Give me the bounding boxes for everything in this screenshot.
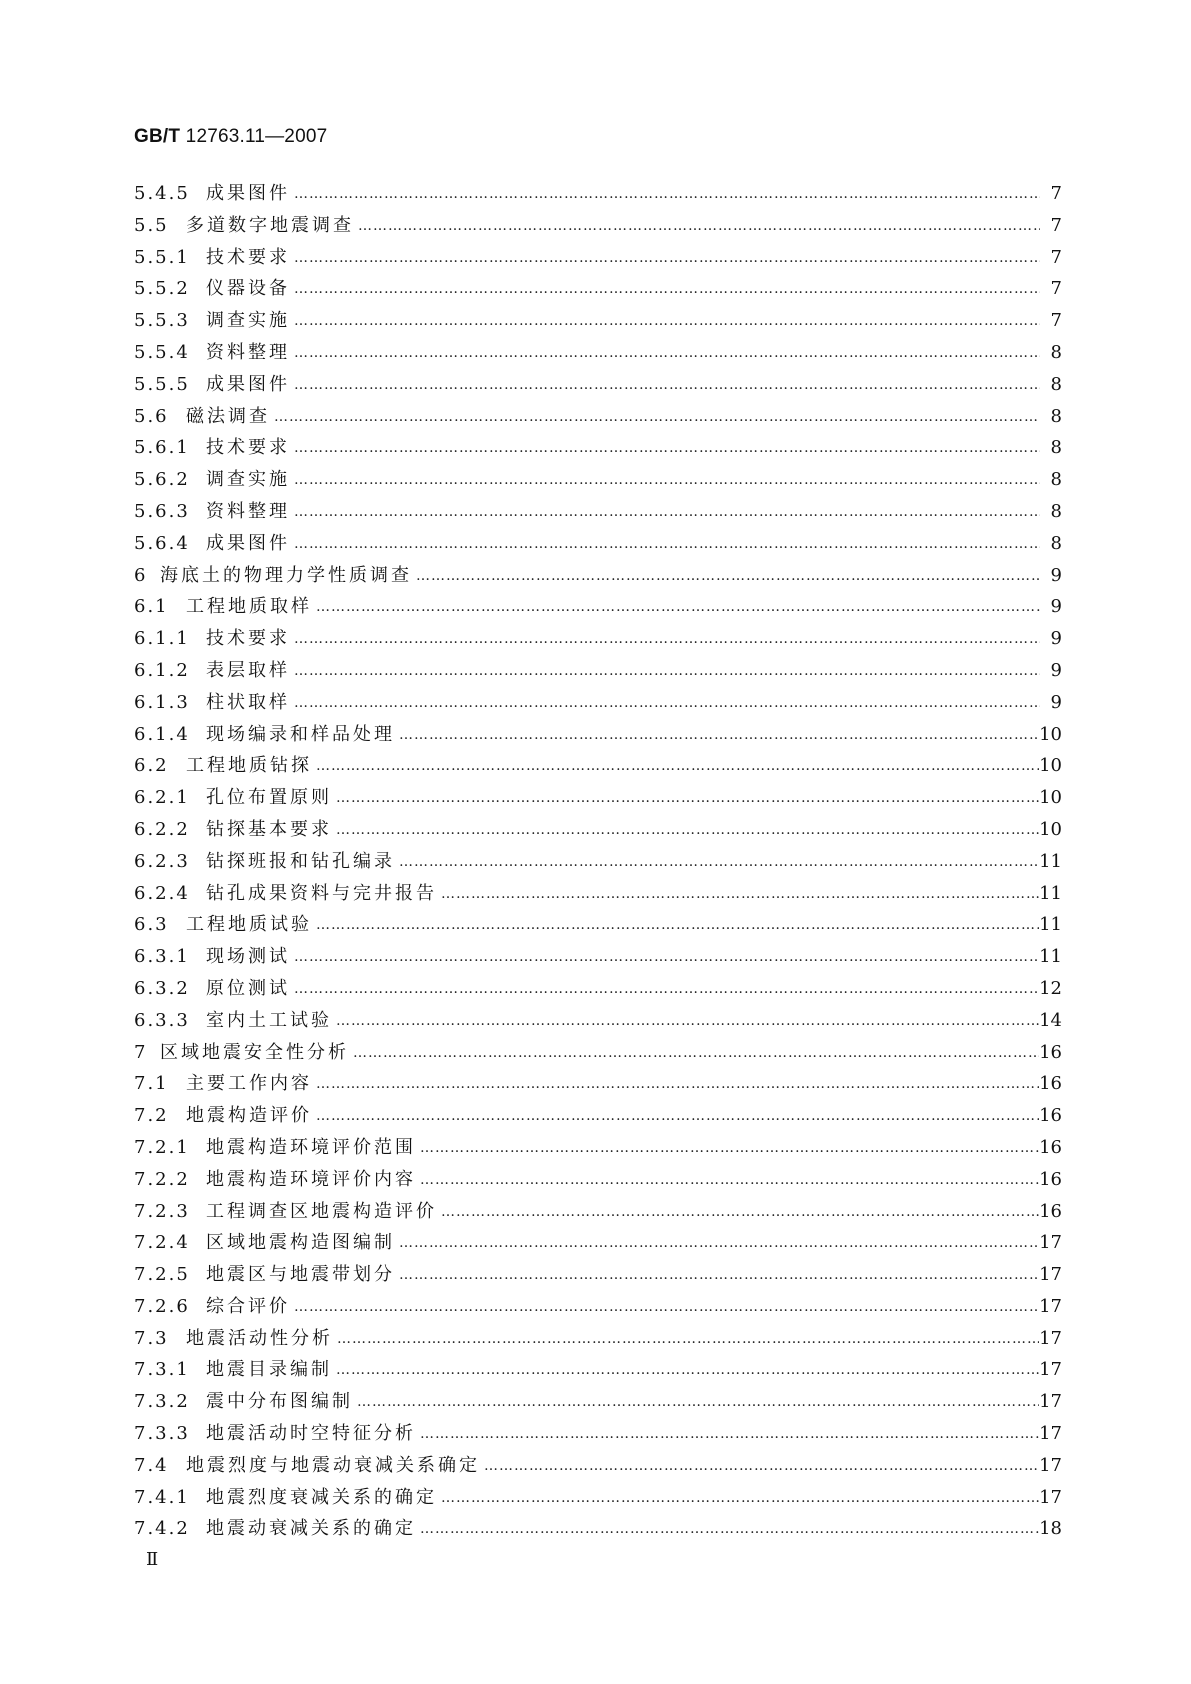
- toc-entry-page: 7: [1050, 183, 1062, 204]
- toc-entry-page: 11: [1039, 914, 1062, 936]
- toc-leader-dots: [312, 753, 1039, 779]
- toc-entry-number: 7.3: [134, 1327, 169, 1349]
- toc-entry-title: 资料整理: [206, 500, 290, 522]
- toc-entry-number: 7: [134, 1041, 148, 1063]
- toc-entry[interactable]: [134, 690, 1062, 722]
- toc-entry[interactable]: [134, 1008, 1062, 1040]
- toc-entry-number: 6.1.4: [134, 723, 190, 745]
- toc-leader-dots: [312, 594, 1040, 620]
- toc-entry-page: 10: [1039, 818, 1062, 840]
- toc-entry-title: 区域地震构造图编制: [206, 1232, 395, 1254]
- toc-entry-title: 成果图件: [206, 183, 290, 204]
- toc-entry-page: 10: [1039, 787, 1062, 809]
- toc-entry-title: 地震活动时空特征分析: [206, 1423, 416, 1445]
- toc-entry-number: 7.3.2: [134, 1391, 190, 1413]
- toc-entry-page: 16: [1039, 1105, 1062, 1127]
- toc-entry-number: 6.3.2: [134, 977, 190, 999]
- toc-leader-dots: [290, 944, 1039, 970]
- toc-entry-page: 17: [1039, 1391, 1062, 1413]
- toc-entry-page: 11: [1039, 882, 1062, 904]
- toc-entry-number: 7.2.3: [134, 1200, 190, 1222]
- toc-entry[interactable]: [134, 849, 1062, 881]
- toc-entry[interactable]: [134, 1262, 1062, 1294]
- toc-entry-number: 7.2.1: [134, 1136, 190, 1158]
- toc-entry-title: 地震烈度与地震动衰减关系确定: [186, 1454, 480, 1476]
- toc-entry-title: 地震构造评价: [186, 1105, 312, 1127]
- standard-code: 12763.11—2007: [185, 126, 328, 147]
- toc-entry-title: 震中分布图编制: [206, 1391, 353, 1413]
- toc-leader-dots: [290, 626, 1040, 652]
- toc-leader-dots: [395, 1262, 1039, 1288]
- toc-entry-page: 16: [1039, 1200, 1062, 1222]
- toc-leader-dots: [290, 976, 1039, 1002]
- toc-entry[interactable]: [134, 1135, 1062, 1167]
- toc-entry-title: 钻孔成果资料与完井报告: [206, 882, 437, 904]
- toc-entry-number: 6.2.3: [134, 850, 190, 872]
- toc-entry[interactable]: [134, 1103, 1062, 1135]
- toc-entry[interactable]: [134, 308, 1062, 340]
- toc-entry-title: 成果图件: [206, 532, 290, 554]
- toc-entry-number: 6.2.4: [134, 882, 190, 904]
- toc-entry[interactable]: [134, 594, 1062, 626]
- toc-entry-title: 地震活动性分析: [186, 1327, 333, 1349]
- toc-entry-page: 8: [1050, 373, 1062, 395]
- toc-entry[interactable]: [134, 626, 1062, 658]
- toc-entry[interactable]: [134, 1071, 1062, 1103]
- toc-entry-number: 6.2.2: [134, 818, 190, 840]
- toc-leader-dots: [312, 1071, 1039, 1097]
- toc-entry[interactable]: [134, 976, 1062, 1008]
- toc-leader-dots: [290, 658, 1040, 684]
- toc-entry-page: 17: [1039, 1486, 1062, 1508]
- toc-entry-title: 海底土的物理力学性质调查: [160, 564, 412, 586]
- toc-entry-page: 7: [1050, 246, 1062, 268]
- toc-entry[interactable]: [134, 1485, 1062, 1517]
- toc-entry[interactable]: [134, 213, 1062, 245]
- toc-entry-number: 6.1.2: [134, 659, 190, 681]
- toc-entry-title: 原位测试: [206, 977, 290, 999]
- toc-entry-page: 12: [1039, 977, 1062, 999]
- toc-entry-number: 7.2: [134, 1105, 169, 1127]
- toc-entry-number: 7.1: [134, 1073, 169, 1095]
- toc-leader-dots: [395, 1230, 1039, 1256]
- toc-entry[interactable]: [134, 1167, 1062, 1199]
- toc-entry-title: 钻探基本要求: [206, 818, 332, 840]
- toc-leader-dots: [412, 563, 1040, 589]
- toc-entry[interactable]: [134, 722, 1062, 754]
- toc-entry-title: 地震构造环境评价内容: [206, 1168, 416, 1190]
- toc-entry-page: 11: [1039, 946, 1062, 968]
- toc-leader-dots: [290, 467, 1040, 493]
- toc-entry-page: 16: [1039, 1136, 1062, 1158]
- toc-leader-dots: [290, 245, 1040, 271]
- toc-entry-number: 7.2.6: [134, 1295, 190, 1317]
- page-header: [134, 126, 327, 148]
- toc-entry[interactable]: [134, 245, 1062, 277]
- toc-leader-dots: [332, 817, 1039, 843]
- toc-leader-dots: [416, 1135, 1039, 1161]
- toc-leader-dots: [332, 1357, 1039, 1383]
- toc-entry-title: 柱状取样: [206, 691, 290, 713]
- toc-entry-number: 6.3.1: [134, 946, 190, 968]
- toc-entry-title: 调查实施: [206, 469, 290, 491]
- toc-entry[interactable]: [134, 785, 1062, 817]
- toc-entry-title: 工程地质试验: [186, 914, 312, 936]
- toc-leader-dots: [290, 276, 1040, 302]
- toc-entry-number: 5.5.4: [134, 341, 190, 363]
- toc-entry[interactable]: [134, 467, 1062, 499]
- table-of-contents: [134, 181, 1062, 1548]
- toc-entry-number: 5.6.1: [134, 437, 190, 459]
- toc-entry[interactable]: [134, 1453, 1062, 1485]
- toc-entry-page: 7: [1050, 278, 1062, 300]
- toc-entry[interactable]: [134, 944, 1062, 976]
- toc-entry[interactable]: [134, 404, 1062, 436]
- toc-entry-page: 17: [1039, 1295, 1062, 1317]
- toc-leader-dots: [416, 1516, 1039, 1542]
- toc-entry[interactable]: [134, 1294, 1062, 1326]
- toc-entry-number: 5.5.2: [134, 278, 190, 300]
- toc-entry-title: 地震目录编制: [206, 1359, 332, 1381]
- toc-entry-number: 7.3.3: [134, 1423, 190, 1445]
- toc-entry-page: 17: [1039, 1454, 1062, 1476]
- toc-entry[interactable]: [134, 753, 1062, 785]
- toc-entry-number: 5.6: [134, 405, 169, 427]
- toc-entry-number: 7.2.5: [134, 1264, 190, 1286]
- toc-leader-dots: [290, 340, 1040, 366]
- toc-leader-dots: [290, 435, 1040, 461]
- toc-entry-number: 7.4: [134, 1454, 169, 1476]
- toc-entry-title: 现场编录和样品处理: [206, 723, 395, 745]
- toc-entry-number: 6.2: [134, 755, 169, 777]
- toc-entry-number: 6.1.3: [134, 691, 190, 713]
- toc-entry-number: 7.3.1: [134, 1359, 190, 1381]
- toc-entry-page: 17: [1039, 1423, 1062, 1445]
- toc-entry-page: 9: [1050, 596, 1062, 618]
- toc-entry-number: 6.1.1: [134, 628, 190, 650]
- toc-entry-title: 地震区与地震带划分: [206, 1264, 395, 1286]
- toc-leader-dots: [270, 404, 1040, 430]
- toc-entry[interactable]: [134, 435, 1062, 467]
- toc-entry-page: 14: [1039, 1009, 1062, 1031]
- toc-entry[interactable]: [134, 658, 1062, 690]
- toc-leader-dots: [290, 531, 1040, 557]
- toc-entry-title: 仪器设备: [206, 278, 290, 300]
- toc-entry[interactable]: [134, 1421, 1062, 1453]
- toc-entry[interactable]: [134, 1516, 1062, 1548]
- toc-leader-dots: [290, 181, 1040, 207]
- toc-entry-title: 成果图件: [206, 373, 290, 395]
- toc-entry-number: 7.4.2: [134, 1518, 190, 1540]
- toc-entry-page: 17: [1039, 1264, 1062, 1286]
- toc-entry[interactable]: [134, 1040, 1062, 1072]
- toc-entry[interactable]: [134, 881, 1062, 913]
- toc-leader-dots: [480, 1453, 1039, 1479]
- toc-entry-title: 多道数字地震调查: [186, 214, 354, 236]
- toc-leader-dots: [332, 785, 1039, 811]
- toc-leader-dots: [333, 1326, 1039, 1352]
- toc-entry[interactable]: [134, 1357, 1062, 1389]
- toc-entry-page: 18: [1039, 1518, 1062, 1540]
- toc-entry-number: 6.2.1: [134, 787, 190, 809]
- toc-entry-number: 5.6.2: [134, 469, 190, 491]
- toc-leader-dots: [437, 1485, 1039, 1511]
- toc-entry-title: 资料整理: [206, 341, 290, 363]
- toc-entry[interactable]: [134, 817, 1062, 849]
- toc-entry[interactable]: [134, 563, 1062, 595]
- toc-entry-page: 7: [1050, 310, 1062, 332]
- toc-entry-title: 现场测试: [206, 946, 290, 968]
- toc-entry-title: 区域地震安全性分析: [160, 1041, 349, 1063]
- toc-entry-number: 5.5.5: [134, 373, 190, 395]
- toc-leader-dots: [290, 308, 1040, 334]
- toc-leader-dots: [312, 1103, 1039, 1129]
- toc-entry-number: 7.2.4: [134, 1232, 190, 1254]
- toc-entry-title: 主要工作内容: [186, 1073, 312, 1095]
- toc-entry-title: 地震动衰减关系的确定: [206, 1518, 416, 1540]
- toc-entry-page: 10: [1039, 755, 1062, 777]
- toc-entry-title: 地震烈度衰减关系的确定: [206, 1486, 437, 1508]
- toc-entry[interactable]: [134, 340, 1062, 372]
- toc-entry-number: 5.4.5: [134, 183, 190, 204]
- toc-entry-title: 磁法调查: [186, 405, 270, 427]
- toc-entry-number: 5.6.3: [134, 500, 190, 522]
- toc-entry-title: 工程地质钻探: [186, 755, 312, 777]
- standard-prefix: GB/T: [134, 126, 181, 147]
- toc-entry[interactable]: [134, 912, 1062, 944]
- toc-leader-dots: [349, 1040, 1039, 1066]
- toc-entry-page: 8: [1050, 500, 1062, 522]
- toc-entry-number: 7.2.2: [134, 1168, 190, 1190]
- toc-entry-page: 8: [1050, 405, 1062, 427]
- toc-entry[interactable]: [134, 499, 1062, 531]
- toc-entry-page: 16: [1039, 1041, 1062, 1063]
- toc-entry-page: 16: [1039, 1073, 1062, 1095]
- toc-entry-page: 11: [1039, 850, 1062, 872]
- toc-entry-page: 16: [1039, 1168, 1062, 1190]
- toc-leader-dots: [332, 1008, 1039, 1034]
- toc-entry-title: 综合评价: [206, 1295, 290, 1317]
- toc-entry-number: 6: [134, 564, 148, 586]
- toc-entry[interactable]: [134, 1230, 1062, 1262]
- toc-leader-dots: [437, 1199, 1039, 1225]
- toc-leader-dots: [290, 690, 1040, 716]
- toc-entry-page: 9: [1050, 628, 1062, 650]
- toc-leader-dots: [290, 1294, 1039, 1320]
- toc-entry-title: 室内土工试验: [206, 1009, 332, 1031]
- toc-leader-dots: [395, 849, 1039, 875]
- toc-entry-page: 8: [1050, 341, 1062, 363]
- toc-leader-dots: [353, 1389, 1039, 1415]
- toc-entry-page: 9: [1050, 564, 1062, 586]
- toc-entry-number: 5.6.4: [134, 532, 190, 554]
- toc-entry-page: 9: [1050, 691, 1062, 713]
- toc-entry-page: 17: [1039, 1232, 1062, 1254]
- toc-entry-title: 技术要求: [206, 437, 290, 459]
- toc-entry-title: 技术要求: [206, 628, 290, 650]
- toc-entry-title: 技术要求: [206, 246, 290, 268]
- toc-entry-title: 调查实施: [206, 310, 290, 332]
- toc-leader-dots: [290, 499, 1040, 525]
- toc-entry-number: 5.5.1: [134, 246, 190, 268]
- toc-entry[interactable]: [134, 1326, 1062, 1358]
- toc-entry-title: 表层取样: [206, 659, 290, 681]
- toc-entry-title: 工程地质取样: [186, 596, 312, 618]
- toc-leader-dots: [416, 1421, 1039, 1447]
- toc-entry[interactable]: [134, 372, 1062, 404]
- toc-entry-page: 9: [1050, 659, 1062, 681]
- toc-entry-number: 5.5: [134, 214, 169, 236]
- toc-leader-dots: [290, 372, 1040, 398]
- toc-entry-number: 7.4.1: [134, 1486, 190, 1508]
- toc-entry-number: 5.5.3: [134, 310, 190, 332]
- toc-entry-page: 8: [1050, 532, 1062, 554]
- toc-entry-number: 6.1: [134, 596, 169, 618]
- toc-entry[interactable]: [134, 1199, 1062, 1231]
- toc-leader-dots: [437, 881, 1039, 907]
- toc-entry[interactable]: [134, 531, 1062, 563]
- toc-entry[interactable]: [134, 1389, 1062, 1421]
- toc-leader-dots: [416, 1167, 1039, 1193]
- toc-entry-title: 地震构造环境评价范围: [206, 1136, 416, 1158]
- toc-entry-page: 8: [1050, 469, 1062, 491]
- toc-entry-page: 17: [1039, 1359, 1062, 1381]
- toc-entry-number: 6.3: [134, 914, 169, 936]
- toc-entry-title: 工程调查区地震构造评价: [206, 1200, 437, 1222]
- toc-entry-page: 8: [1050, 437, 1062, 459]
- toc-entry-title: 钻探班报和钻孔编录: [206, 850, 395, 872]
- toc-leader-dots: [395, 722, 1039, 748]
- toc-entry[interactable]: [134, 181, 1062, 213]
- toc-leader-dots: [354, 213, 1040, 239]
- toc-entry-page: 10: [1039, 723, 1062, 745]
- page-number: Ⅱ: [146, 1549, 159, 1570]
- toc-entry[interactable]: [134, 276, 1062, 308]
- toc-entry-page: 17: [1039, 1327, 1062, 1349]
- toc-entry-number: 6.3.3: [134, 1009, 190, 1031]
- toc-entry-page: 7: [1050, 214, 1062, 236]
- toc-entry-title: 孔位布置原则: [206, 787, 332, 809]
- toc-leader-dots: [312, 912, 1039, 938]
